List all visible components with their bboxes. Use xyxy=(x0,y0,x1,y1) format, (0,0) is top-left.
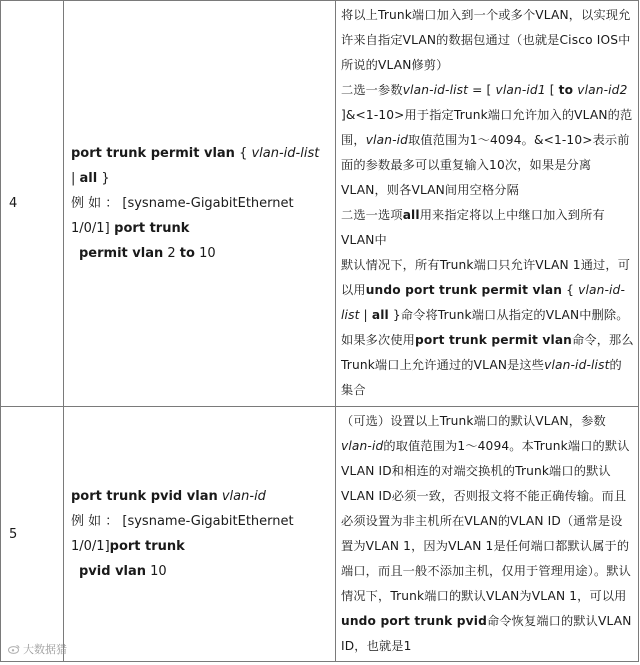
example-label: 例 如 ： xyxy=(71,196,119,211)
command-syntax xyxy=(71,141,329,191)
command-example xyxy=(71,191,329,266)
weibo-icon xyxy=(8,644,20,654)
description-text: （可选）设置以上Trunk端口的默认VLAN，参数vlan-id的取值范围为1～4094。本Trunk端口的默认VLAN ID和相连的对端交换机的Trunk端口的默认VLAN ID必须一致，否则报文将不能正确传输。而且必须设置为非主机所在VLAN的VLAN ID（通常是设置为VLAN 1，因为VLAN 1是任何端口都默认属于的端口，而且一般不添加主机，仅用于管理用途）。默认情况下，Trunk端口的默认VLAN为VLAN 1，可以用undo port trunk pvid命令恢复端口的默认VLAN ID，也就是1 xyxy=(341,414,632,653)
command-keyword: port trunk permit vlan xyxy=(71,146,235,161)
command-keyword: port trunk pvid vlan xyxy=(71,489,218,504)
command-example xyxy=(71,509,329,584)
example-command-cont: permit vlan xyxy=(79,246,164,261)
row-index xyxy=(1,407,64,662)
syntax-brace-close: } xyxy=(97,171,110,186)
example-label: 例 如 ： xyxy=(71,514,119,529)
example-value: 10 xyxy=(146,564,167,579)
description-cell xyxy=(336,407,639,662)
example-command: port trunk xyxy=(109,221,190,236)
example-to-keyword: to xyxy=(179,246,195,261)
example-prompt: [sysname-GigabitEthernet 1/0/1] xyxy=(71,196,294,236)
row-index-text: 4 xyxy=(9,196,18,211)
example-value: 2 xyxy=(163,246,180,261)
command-cell xyxy=(64,1,336,407)
command-param: vlan-id-list xyxy=(251,146,320,161)
command-all-keyword: all xyxy=(79,171,98,186)
command-param: vlan-id xyxy=(217,489,266,504)
row-index-text: 5 xyxy=(9,526,18,542)
example-command-cont: pvid vlan xyxy=(79,564,147,579)
watermark xyxy=(8,641,67,657)
watermark-text: 大数据猎 xyxy=(23,643,67,656)
description-text xyxy=(341,3,634,403)
syntax-brace-open: { xyxy=(234,146,252,161)
desc-paragraph-3: 二选一选项all用来指定将以上中继口加入到所有VLAN中 xyxy=(341,208,605,247)
table-row xyxy=(1,407,639,662)
desc-paragraph-2: 二选一参数vlan-id-list = [ vlan-id1 [ to vlan-id2 ]&<1-10>用于指定Trunk端口允许加入的VLAN的范围，vlan-id取值范围为1～4094。&<1-10>表示前面的参数最多可以重复输入10次，如果是分离VLAN，则各VLAN间用空格分隔 xyxy=(341,83,633,197)
table-row xyxy=(1,1,639,407)
desc-paragraph-4: 默认情况下，所有Trunk端口只允许VLAN 1通过，可以用undo port trunk permit vlan { vlan-id-list | all }命令将Trunk端口从指定的VLAN中删除。如果多次使用port trunk permit vlan命令，那么Trunk端口上允许通过的VLAN是这些vlan-id-list的集合 xyxy=(341,258,634,397)
example-prompt: [sysname-GigabitEthernet 1/0/1] xyxy=(71,514,294,554)
syntax-separator: | xyxy=(71,171,80,186)
description-cell xyxy=(336,1,639,407)
desc-paragraph-1: 将以上Trunk端口加入到一个或多个VLAN，以实现允许来自指定VLAN的数据包通过（也就是Cisco IOS中所说的VLAN修剪） xyxy=(341,8,631,72)
command-cell xyxy=(64,407,336,662)
row-index xyxy=(1,1,64,407)
example-command: port trunk xyxy=(109,539,185,554)
command-syntax xyxy=(71,484,329,509)
example-value2: 10 xyxy=(194,246,216,261)
